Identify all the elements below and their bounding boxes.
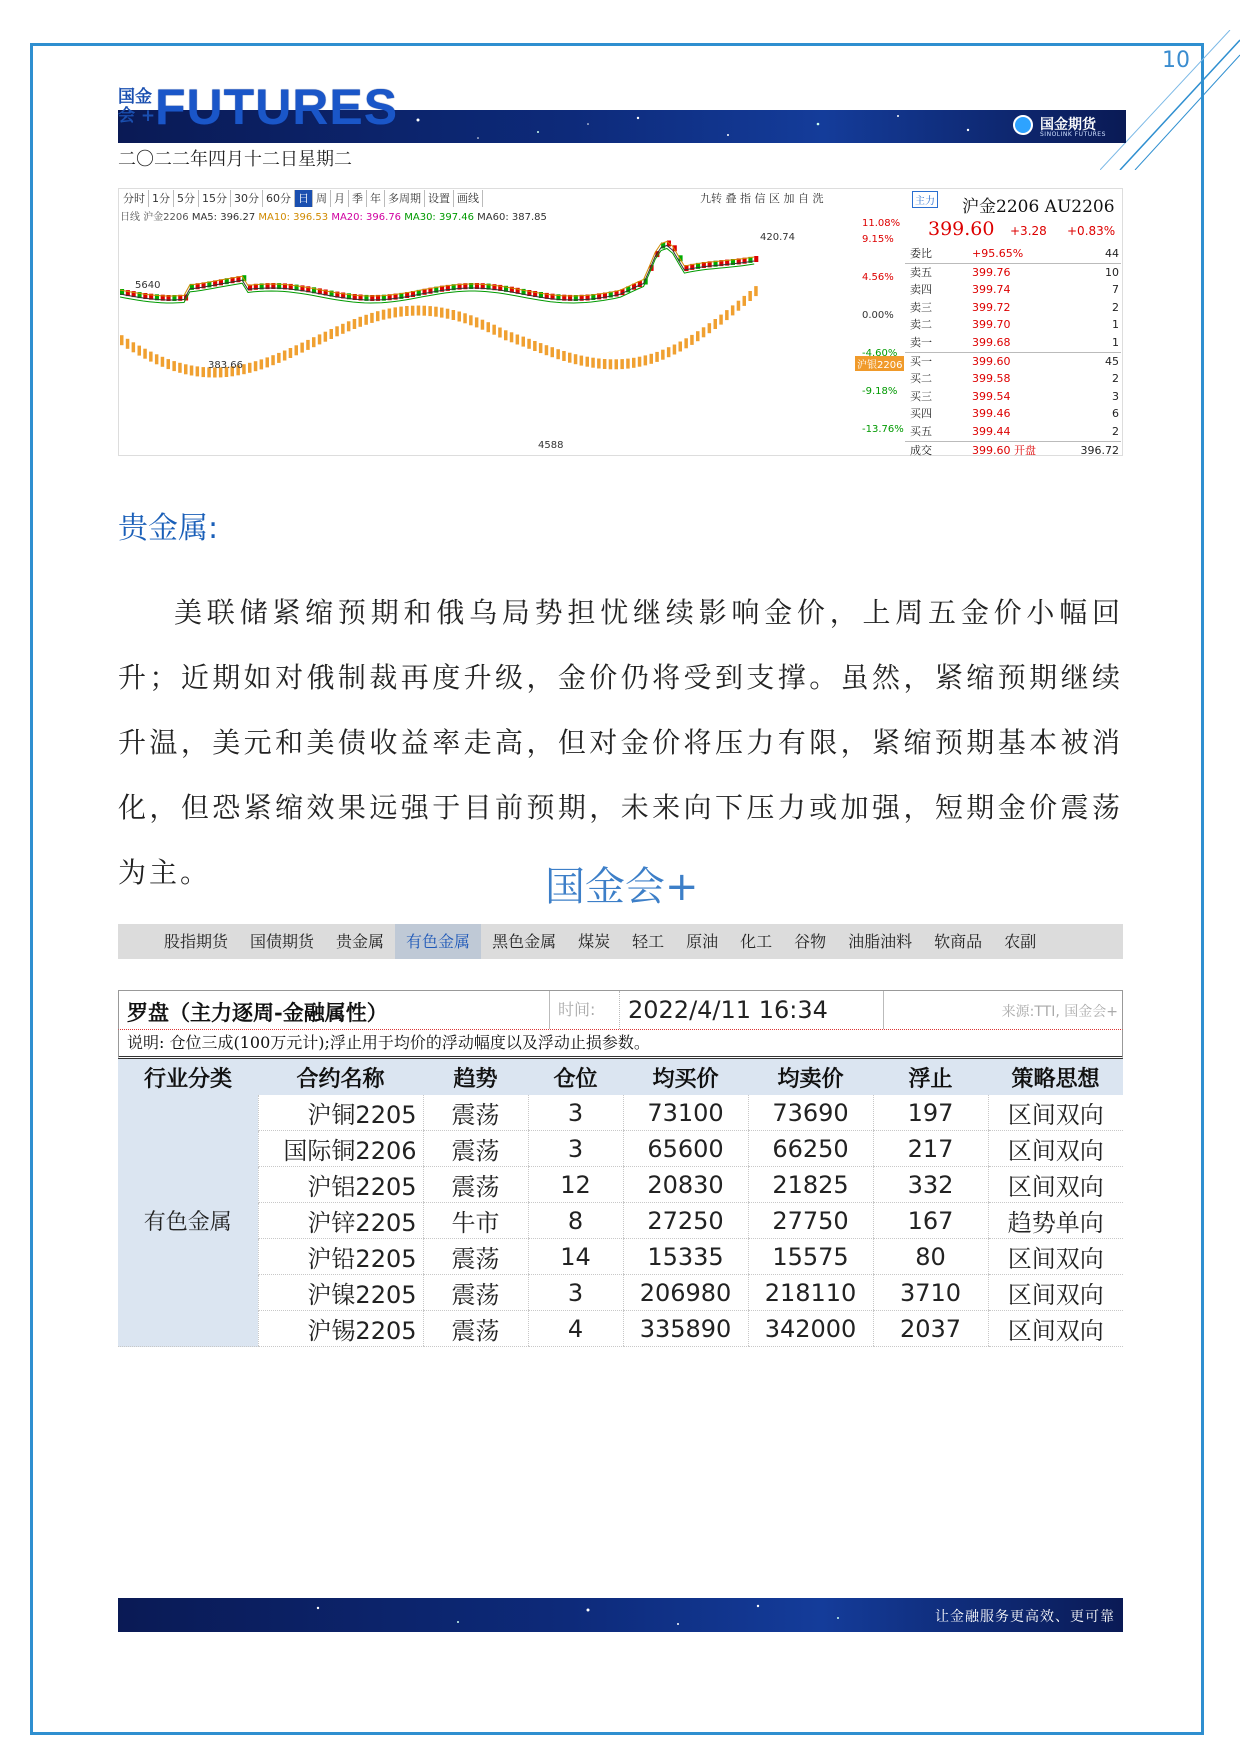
candle-overlay — [539, 343, 543, 353]
strategy-cell: 区间双向 — [988, 1167, 1123, 1203]
candle-overlay — [341, 324, 345, 334]
order-book-row — [905, 423, 1121, 441]
ob-label: 买一 — [910, 354, 932, 368]
avg-sell-cell: 218110 — [748, 1275, 873, 1311]
candle-overlay — [679, 342, 683, 352]
ob-label: 卖二 — [910, 318, 932, 332]
candle-overlay — [516, 335, 520, 345]
report-date: 二〇二二年四月十二日星期二 — [118, 149, 352, 170]
candle-overlay — [347, 321, 351, 331]
float-stop-cell: 332 — [873, 1167, 988, 1203]
trend-cell: 震荡 — [423, 1239, 528, 1275]
candle-overlay — [138, 346, 142, 356]
quote-change: +3.28 — [1010, 224, 1047, 238]
chart-toolbar-item[interactable]: 30分 — [231, 190, 263, 207]
candle-overlay — [708, 323, 712, 333]
candle-overlay — [655, 352, 659, 362]
order-book-row — [905, 405, 1121, 423]
candle-overlay — [661, 350, 665, 360]
quote-title: 沪金2206 AU2206 — [962, 197, 1115, 217]
candle-overlay — [359, 317, 363, 327]
float-stop-cell: 2037 — [873, 1311, 988, 1347]
float-stop-cell: 167 — [873, 1203, 988, 1239]
footer-slogan: 让金融服务更高效、更可靠 — [935, 1609, 1115, 1625]
category-tabs — [118, 924, 1123, 959]
strategy-cell: 区间双向 — [988, 1131, 1123, 1167]
avg-buy-cell: 15335 — [623, 1239, 748, 1275]
compass-note: 说明: 仓位三成(100万元计);浮止用于均价的浮动幅度以及浮动止损参数。 — [118, 1030, 1123, 1059]
candle-overlay — [184, 364, 188, 374]
candle-overlay — [603, 359, 607, 369]
candle-overlay — [382, 310, 386, 320]
ma10-label: MA10: 396.53 — [258, 212, 329, 223]
candle-overlay — [748, 291, 752, 301]
candle-overlay — [475, 317, 479, 327]
avg-buy-cell: 20830 — [623, 1167, 748, 1203]
chart-toolbar-item[interactable]: 多周期 — [385, 190, 425, 207]
candle-overlay — [667, 347, 671, 357]
strategy-cell: 区间双向 — [988, 1095, 1123, 1131]
chart-toolbar-item[interactable]: 设置 — [425, 190, 454, 207]
column-header: 合约名称 — [258, 1059, 423, 1095]
table-row — [118, 1275, 1123, 1311]
position-cell: 3 — [528, 1131, 623, 1167]
pct-label: 9.15% — [862, 234, 894, 245]
candle-overlay — [527, 339, 531, 349]
candle — [754, 256, 758, 262]
trend-cell: 震荡 — [423, 1311, 528, 1347]
logo-cn-line1: 国金 — [118, 87, 152, 107]
ob-volume: 2 — [1112, 424, 1119, 438]
compass-header — [118, 990, 1123, 1030]
quote-price: 399.60 — [928, 218, 995, 240]
candle-overlay — [714, 319, 718, 329]
chart-toolbar-right: 九转 叠 指 信 区 加 自 洗 — [700, 192, 824, 205]
candle-overlay — [545, 345, 549, 355]
page-number: 10 — [1162, 48, 1190, 73]
position-cell: 8 — [528, 1203, 623, 1239]
section-heading: 贵金属: — [118, 511, 219, 546]
candle-overlay — [609, 359, 613, 369]
ob-price: 399.76 — [972, 265, 1011, 279]
contract-name: 沪锡2205 — [258, 1311, 423, 1347]
pct-label: 4.56% — [862, 272, 894, 283]
avg-sell-cell: 15575 — [748, 1239, 873, 1275]
candle-overlay — [423, 306, 427, 316]
ma-legend — [120, 208, 547, 223]
avg-buy-cell: 335890 — [623, 1311, 748, 1347]
candle-overlay — [446, 309, 450, 319]
float-stop-cell: 3710 — [873, 1275, 988, 1311]
trend-cell: 震荡 — [423, 1275, 528, 1311]
chart-toolbar-item[interactable]: 季 — [349, 190, 367, 207]
position-cell: 3 — [528, 1095, 623, 1131]
pct-label: 0.00% — [862, 310, 894, 321]
candle-overlay — [312, 337, 316, 347]
compass-title: 罗盘（主力逐周-金融属性） — [127, 1000, 388, 1025]
candle-overlay — [481, 320, 485, 330]
pct-label: -9.18% — [862, 386, 898, 397]
float-stop-cell: 217 — [873, 1131, 988, 1167]
strategy-cell: 趋势单向 — [988, 1203, 1123, 1239]
candle-overlay — [120, 335, 124, 345]
strategy-cell: 区间双向 — [988, 1275, 1123, 1311]
candle-overlay — [161, 357, 165, 367]
ma-label: 沪金2206 — [143, 212, 189, 223]
annotation-high: 420.74 — [760, 232, 795, 243]
float-stop-cell: 80 — [873, 1239, 988, 1275]
header-row — [118, 1059, 1123, 1095]
candle-overlay — [650, 354, 654, 364]
candle-overlay — [417, 306, 421, 316]
candle-overlay — [289, 348, 293, 358]
compass-table — [118, 990, 1123, 1347]
contract-name: 沪铜2205 — [258, 1095, 423, 1131]
position-cell: 4 — [528, 1311, 623, 1347]
annotation-low-price: 383.66 — [208, 360, 243, 371]
ob-label: 买五 — [910, 424, 932, 438]
candle-overlay — [498, 328, 502, 338]
contract-name: 沪镍2205 — [258, 1275, 423, 1311]
candle-overlay — [266, 357, 270, 367]
ob-label: 买二 — [910, 372, 932, 386]
column-header: 策略思想 — [988, 1059, 1123, 1095]
watermark: 国金会+ — [545, 864, 699, 910]
candle-overlay — [196, 366, 200, 376]
candle-overlay — [492, 325, 496, 335]
strategy-cell: 区间双向 — [988, 1311, 1123, 1347]
float-stop-cell: 197 — [873, 1095, 988, 1131]
ob-price: 399.74 — [972, 283, 1011, 297]
ob-volume: 6 — [1112, 407, 1119, 421]
category-tab[interactable]: 轻工 — [632, 932, 665, 951]
ob-volume: 1 — [1112, 335, 1119, 349]
candle-overlay — [504, 330, 508, 340]
candle-overlay — [463, 313, 467, 323]
candle-overlay — [551, 347, 555, 357]
candle-overlay — [638, 357, 642, 367]
candle-overlay — [277, 353, 281, 363]
order-book-row — [905, 370, 1121, 388]
order-book-row — [905, 316, 1121, 334]
table-row — [118, 1311, 1123, 1347]
candle-overlay — [510, 332, 514, 342]
candle-overlay — [143, 349, 147, 359]
chart-toolbar-item[interactable]: 60分 — [263, 190, 295, 207]
ob-label: 委比 — [910, 247, 932, 260]
table-row — [118, 1203, 1123, 1239]
candle-overlay — [126, 339, 130, 349]
avg-sell-cell: 342000 — [748, 1311, 873, 1347]
order-book-row — [905, 352, 1121, 371]
candle-overlay — [684, 338, 688, 348]
column-header: 行业分类 — [118, 1059, 258, 1095]
trend-cell: 牛市 — [423, 1203, 528, 1239]
paragraph-text: 美联储紧缩预期和俄乌局势担忧继续影响金价，上周五金价小幅回升；近期如对俄制裁再度升级，金价仍将受到支撑。虽然，紧缩预期继续升温，美元和美债收益率走高，但对金价将压力有限，紧缩预期基本被消化，但恐紧缩效果远强于目前预期，未来向下压力或加强，短期金价震荡为主。 — [118, 596, 1123, 889]
category-tab[interactable]: 贵金属 — [336, 932, 385, 951]
candle-overlay — [591, 358, 595, 368]
brand-sub: SINOLINK FUTURES — [1040, 131, 1106, 138]
candle-overlay — [452, 310, 456, 320]
table-row — [118, 1095, 1123, 1131]
order-book-row — [905, 334, 1121, 352]
candle-overlay — [353, 319, 357, 329]
candle-overlay — [690, 335, 694, 345]
candle-overlay — [620, 359, 624, 369]
avg-buy-cell: 206980 — [623, 1275, 748, 1311]
ma-label: 日线 — [120, 212, 140, 223]
trend-cell: 震荡 — [423, 1095, 528, 1131]
ob-label: 卖三 — [910, 300, 932, 314]
annotation-low-vol: 4588 — [538, 440, 564, 451]
position-cell: 3 — [528, 1275, 623, 1311]
ob-label: 买三 — [910, 389, 932, 403]
category-tab[interactable]: 农副 — [1004, 932, 1037, 951]
candle-overlay — [330, 329, 334, 339]
ob-volume: 2 — [1112, 372, 1119, 386]
quote-change-pct: +0.83% — [1067, 224, 1116, 238]
annotation-left-level: 5640 — [135, 280, 161, 291]
ob-volume: 3 — [1112, 389, 1119, 403]
category-tab[interactable]: 软商品 — [934, 932, 983, 951]
candle-overlay — [260, 359, 264, 369]
strategy-cell: 区间双向 — [988, 1239, 1123, 1275]
contract-name: 国际铜2206 — [258, 1131, 423, 1167]
column-header: 趋势 — [423, 1059, 528, 1095]
candle-overlay — [394, 307, 398, 317]
ma20-label: MA20: 396.76 — [331, 212, 402, 223]
ob-volume: 1 — [1112, 318, 1119, 332]
ob-volume: 10 — [1105, 265, 1119, 279]
logo-cn-line2: 会 + — [118, 106, 156, 126]
candle-overlay — [522, 337, 526, 347]
ma60-label: MA60: 387.85 — [477, 212, 547, 223]
candle-overlay — [295, 345, 299, 355]
chart-toolbar-item[interactable]: 年 — [367, 190, 385, 207]
candle-overlay — [568, 353, 572, 363]
candle-overlay — [399, 307, 403, 317]
table-row — [118, 1167, 1123, 1203]
candle-overlay — [696, 331, 700, 341]
candle-overlay — [283, 351, 287, 361]
chart-toolbar-item[interactable]: 分时 — [120, 190, 149, 207]
position-cell: 12 — [528, 1167, 623, 1203]
chart-toolbar-item[interactable]: 日 — [295, 190, 313, 207]
ob-label: 买四 — [910, 407, 932, 421]
candle-overlay — [202, 367, 206, 377]
avg-sell-cell: 21825 — [748, 1167, 873, 1203]
candle-overlay — [440, 308, 444, 318]
current-tag: 沪银2206 — [855, 356, 904, 371]
ob-price: 399.60 开盘 — [972, 443, 1036, 457]
category-tab[interactable]: 有色金属 — [395, 924, 481, 959]
candle-overlay — [254, 361, 257, 371]
table-row — [118, 1131, 1123, 1167]
candle-overlay — [306, 340, 310, 350]
order-book-row — [905, 388, 1121, 406]
candle-overlay — [574, 354, 578, 364]
pct-label: 11.08% — [862, 218, 901, 229]
candle-overlay — [743, 296, 747, 306]
column-header: 均买价 — [623, 1059, 748, 1095]
candle-overlay — [335, 326, 339, 336]
ob-volume: 45 — [1105, 354, 1119, 368]
chart-toolbar-item[interactable]: 月 — [331, 190, 349, 207]
category-tab[interactable]: 化工 — [740, 932, 773, 951]
candle-overlay — [644, 355, 648, 365]
candle-overlay — [271, 355, 275, 365]
contract-name: 沪铝2205 — [258, 1167, 423, 1203]
ob-label: 成交 — [910, 443, 932, 457]
order-book-row — [905, 281, 1121, 299]
category-tab[interactable]: 原油 — [686, 932, 719, 951]
candle-overlay — [132, 342, 136, 352]
ob-volume: 7 — [1112, 283, 1119, 297]
brand-name: 国金期货 — [1040, 117, 1096, 133]
avg-sell-cell: 66250 — [748, 1131, 873, 1167]
order-book-row — [905, 441, 1121, 460]
candle-overlay — [469, 315, 473, 325]
category-tab[interactable]: 国债期货 — [250, 932, 315, 951]
candle-overlay — [149, 352, 153, 362]
candle-overlay — [248, 363, 252, 373]
ob-volume: 44 — [1105, 247, 1119, 260]
time-label: 时间: — [549, 991, 595, 1029]
candle-overlay — [673, 345, 677, 355]
candle-overlay — [615, 359, 619, 369]
candle-overlay — [580, 356, 584, 366]
industry-category: 有色金属 — [118, 1095, 258, 1347]
ob-price: 399.46 — [972, 407, 1011, 421]
candle-overlay — [172, 361, 176, 371]
ob-volume: 396.72 — [1080, 443, 1119, 457]
candle-overlay — [318, 334, 322, 344]
candle-overlay — [376, 311, 380, 321]
avg-buy-cell: 73100 — [623, 1095, 748, 1131]
candle-overlay — [155, 354, 159, 364]
ob-label: 卖五 — [910, 265, 932, 279]
column-header: 仓位 — [528, 1059, 623, 1095]
chart-toolbar-item[interactable]: 画线 — [454, 190, 483, 207]
candle-overlay — [626, 359, 630, 369]
order-book-row — [905, 299, 1121, 317]
chart-toolbar — [120, 190, 483, 207]
candle-overlay — [388, 309, 392, 319]
candle-overlay — [731, 305, 735, 315]
position-cell: 14 — [528, 1239, 623, 1275]
candle-overlay — [324, 332, 328, 342]
contract-name: 沪锌2205 — [258, 1203, 423, 1239]
candle-overlay — [586, 357, 590, 367]
candle-overlay — [725, 310, 729, 320]
avg-sell-cell: 27750 — [748, 1203, 873, 1239]
avg-sell-cell: 73690 — [748, 1095, 873, 1131]
candle-overlay — [487, 322, 491, 332]
chart-toolbar-item[interactable]: 15分 — [199, 190, 231, 207]
kline-plot — [120, 222, 860, 452]
order-book-row — [905, 263, 1121, 282]
contract-name: 沪铅2205 — [258, 1239, 423, 1275]
column-header: 均卖价 — [748, 1059, 873, 1095]
category-tab[interactable]: 黑色金属 — [492, 932, 557, 951]
chart-toolbar-item[interactable]: 5分 — [174, 190, 199, 207]
candle-overlay — [597, 359, 601, 369]
order-book-row — [905, 245, 1121, 263]
ma30-label: MA30: 397.46 — [404, 212, 474, 223]
ob-label: 卖四 — [910, 283, 932, 297]
candle-overlay — [405, 306, 409, 316]
candle-overlay — [178, 363, 182, 373]
time-value: 2022/4/11 16:34 — [619, 991, 884, 1029]
pct-label: -13.76% — [862, 424, 904, 435]
column-header: 浮止 — [873, 1059, 988, 1095]
candle-overlay — [300, 343, 304, 353]
chart-toolbar-item[interactable]: 1分 — [149, 190, 174, 207]
pct-label: -4.60% — [862, 348, 898, 359]
order-book — [905, 245, 1121, 459]
candle-overlay — [556, 349, 560, 359]
table-row — [118, 1239, 1123, 1275]
chart-toolbar-item[interactable]: 周 — [313, 190, 331, 207]
ob-price: 399.68 — [972, 335, 1011, 349]
logo-cn — [118, 88, 155, 126]
candle-overlay — [411, 306, 415, 316]
candle-overlay — [458, 312, 462, 322]
trend-cell: 震荡 — [423, 1131, 528, 1167]
brand-logo-icon — [1013, 115, 1033, 135]
ob-price: 399.60 — [972, 354, 1011, 368]
ma5-label: MA5: 396.27 — [191, 212, 256, 223]
ob-price: 399.54 — [972, 389, 1011, 403]
logo-futures: FUTURES — [155, 79, 399, 135]
candle-overlay — [434, 307, 438, 317]
candle-overlay — [737, 301, 741, 311]
ob-price: 399.72 — [972, 300, 1011, 314]
category-tab[interactable]: 股指期货 — [164, 932, 229, 951]
candle-overlay — [754, 286, 758, 296]
ob-price: 399.44 — [972, 424, 1011, 438]
ob-label: 卖一 — [910, 335, 932, 349]
avg-buy-cell: 65600 — [623, 1131, 748, 1167]
source-label: 来源:TTI, 国金会+ — [1001, 1004, 1118, 1020]
category-tab[interactable]: 谷物 — [794, 932, 827, 951]
category-tab[interactable]: 煤炭 — [578, 932, 611, 951]
candle-overlay — [364, 315, 368, 325]
candle-overlay — [702, 327, 706, 337]
ob-price: 399.58 — [972, 372, 1011, 386]
ob-price: +95.65% — [972, 247, 1024, 260]
candle-overlay — [533, 341, 537, 351]
candle-overlay — [632, 358, 636, 368]
candle-overlay — [370, 313, 374, 323]
candle-overlay — [190, 366, 194, 376]
candle-overlay — [167, 359, 171, 369]
avg-buy-cell: 27250 — [623, 1203, 748, 1239]
quote-tag: 主力 — [912, 191, 938, 208]
trend-cell: 震荡 — [423, 1167, 528, 1203]
compass-grid — [118, 1059, 1123, 1347]
ob-price: 399.70 — [972, 318, 1011, 332]
candle-overlay — [719, 315, 723, 325]
candle-overlay — [428, 306, 432, 316]
candle-overlay — [562, 351, 566, 361]
ob-volume: 2 — [1112, 300, 1119, 314]
category-tab[interactable]: 油脂油料 — [848, 932, 913, 951]
